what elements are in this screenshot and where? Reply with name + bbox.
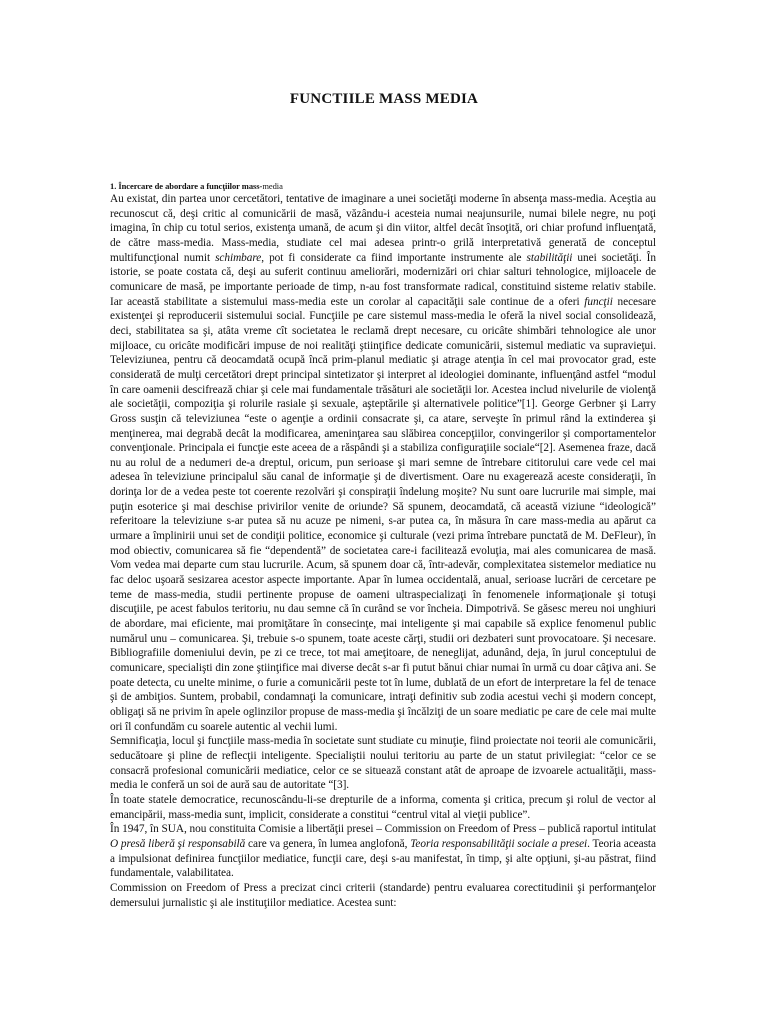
paragraph-list <box>110 192 656 910</box>
paragraph-text: . Teoria aceasta a impulsionat definirea funcţiilor mediatice, funcţii care, deşi s-au manifestat, în timp, şi alte opţiuni, şi-au păstrat, fiind fundamentale, valabilitatea. <box>110 837 656 880</box>
body-paragraph <box>110 793 656 822</box>
body-paragraph <box>110 822 656 881</box>
section-heading-suffix: media <box>262 181 283 191</box>
paragraph-text: În toate statele democratice, recunoscându-li-se drepturile de a informa, comenta şi critica, precum şi rolul de vector al emancipării, mass-media sunt, implicit, considerate a constitui “centrul vital al vieţii publice”. <box>110 793 656 821</box>
paragraph-text: , pot fi considerate ca fiind importante instrumente ale <box>261 251 527 264</box>
italic-term: schimbare <box>215 251 262 264</box>
paragraph-text: necesare existenţei şi reproducerii sistemului social. Funcţiile pe care sistemul mass-media le oferă la nivel social consolidează, deci, stabilitatea sa şi, atâta vreme cît societatea le reclamă drept necesare, cu oricâte shimbări tehnologice ale unor mijloace, cu oricâte modificări impuse de noi realităţi ştiinţifice dedicate comunicării, sistemul mediatic va supravieţui. Televiziunea, pentru că deocamdată ocupă încă prim-planul mediatic şi atrage atenţia în cel mai provocator grad, este considerată de mulţi cercetători drept principal sintetizator şi interpret al ideologiei dominante, influenţând astfel “modul în care oamenii descifrează chiar şi cele mai fundamentale trăsături ale societăţii lor. Acestea includ nivelurile de violenţă ale societăţii, compoziţia şi rolurile rasiale şi sexuale, aşteptările şi alternativele politice”[1]. George Gerbner şi Larry Gross susţin că televiziunea “este o agenţie a ordinii consacrate şi, ca atare, serveşte în primul rând la extinderea şi menţinerea, mai degrabă decât la modificarea, ameninţarea sau slăbirea concepţiilor, convingerilor şi comportamentelor convenţionale. Principala ei funcţie este aceea de a răspândi şi a stabiliza configuraţiile sociale“[2]. Asemenea fraze, dacă nu au rolul de a nedumeri de-a dreptul, oricum, pun serioase şi mari semne de întrebare cititorului care vede cel mai adesea în televiziune principalul său canal de informaţie şi de divertisment. Oare nu exagerează aceste consideraţii, în dorinţa lor de a vedea peste tot coerente rezolvări şi conspiraţii îndelung moşite? Nu sunt oare lucrurile mai simple, mai puţin esoterice şi mai deschise privirilor venite de oriunde? Să spunem, deocamdată, că această viziune “ideologică” referitoare la televiziune s-ar putea să nu acuze pe nimeni, s-ar putea ca, în măsura în care mass-media au apărut ca urmare a împlinirii unui set de condiţii politice, economice şi culturale (vezi prima întrebare punctată de M. DeFleur), în mod obiectiv, comunicarea să fie “dependentă” de societatea care-i facilitează evoluţia, mai ales comunicarea de masă. Vom vedea mai departe cum stau lucrurile. Acum, să spunem doar că, într-adevăr, complexitatea sistemelor mediatice nu fac deloc uşoară sesizarea acestor aspecte importante. Apar în lumea occidentală, anual, serioase lucrări de cercetare pe teme de mass-media, studii pertinente propuse de oameni ultraspecializaţi în fenomenele informaţionale şi totuşi discuţiile, pe acest fabulos teritoriu, nu dau semne că în curând se vor încheia. Dimpotrivă. Se găsesc mereu noi unghiuri de abordare, mai eficiente, mai promiţătare în consecinţe, mai inteligente şi mai capabile să explice fenomenul public numărul unu – comunicarea. Şi, trebuie s-o spunem, toate aceste cărţi, studii ori dezbateri sunt provocatoare. Şi necesare. Bibliografiile domeniului devin, pe zi ce trece, tot mai ameţitoare, de neneglijat, adunând, deja, în jurul conceptului de comunicare, specialişti din zone ştiinţifice mai diverse decât s-ar fi putut bănui chiar numai în urmă cu doar câţiva ani. Se poate detecta, cu unelte minime, o furie a comunicării peste tot în lume, dublată de un efort de interpretare la fel de tenace şi de ambiţios. Suntem, probabil, condamnaţi la comunicare, intraţi definitiv sub zodia acestui vechi şi modern concept, obligaţi să ne privim în apele oglinzilor propuse de mass-media şi încălziţi de un soare mediatic pe care de cele mai multe ori îl confundăm cu soarele autentic al vechii lumi. <box>110 295 656 733</box>
italic-term: stabilităţii <box>526 251 573 264</box>
document-title: FUNCTIILE MASS MEDIA <box>289 91 479 107</box>
document-body <box>110 180 656 910</box>
paragraph-text: Au existat, din partea unor cercetători, tentative de imaginare a unei societăţi moderne în absenţa mass-media. Aceştia au recunoscut că, deşi critic al comunicării de masă, văzându-i acesteia numai neajunsurile, numai bilele negre, nu poţi imagina, în chip cu totul serios, existenţa umană, de acum şi din viitor, altfel decât însoţită, ori chiar profund influenţată, de către mass-media. Mass-media, studiate cel mai adesea printr-o grilă interpretativă generată de conceptul multifuncţional numit <box>110 193 656 264</box>
body-paragraph <box>110 734 656 793</box>
italic-term: funcţii <box>584 295 613 308</box>
body-paragraph <box>110 192 656 734</box>
paragraph-text: Semnificaţia, locul şi funcţiile mass-media în societate sunt studiate cu minuţie, fiind proiectate noi teorii ale comunicării, seducătoare şi pline de reflecţii inteligente. Specialiştii noului teritoriu au parte de un statut privilegiat: “celor ce se consacră profesional comunicării mediatice, celor ce se situează constant atât de aproape de izvoarele actualităţii, mass-media le conferă un soi de aură sau de autoritate “[3]. <box>110 735 656 792</box>
paragraph-text: care va genera, în lumea anglofonă, <box>245 837 411 850</box>
paragraph-text: Commission on Freedom of Press a precizat cinci criterii (standarde) pentru evaluarea corectitudinii şi performanţelor demersului jurnalistic şi ale instituţiilor mediatice. Acestea sunt: <box>110 881 656 909</box>
paragraph-text: În 1947, în SUA, nou constituita Comisie a libertăţii presei – Commission on Freedom of Press – publică raportul intitulat <box>110 823 656 836</box>
section-heading <box>110 180 656 192</box>
italic-term: O presă liberă şi responsabilă <box>110 837 246 850</box>
italic-term: Teoria responsabilităţii sociale a presei <box>410 837 588 850</box>
section-heading-bold: 1. Încercare de abordare a funcţiilor mass- <box>110 181 263 191</box>
paragraph-text: unei societăţi. În istorie, se poate costata că, deşi au suferit continuu ameliorări, modernizări ori chiar salturi tehnologice, mijloacele de comunicare de masă, pe importante perioade de timp, n-au fost transformate radical, constituind sisteme relativ stabile. Iar această stabilitate a sistemului mass-media este un corolar al capacităţii sale continue de a oferi <box>110 251 656 308</box>
body-paragraph <box>110 881 656 910</box>
